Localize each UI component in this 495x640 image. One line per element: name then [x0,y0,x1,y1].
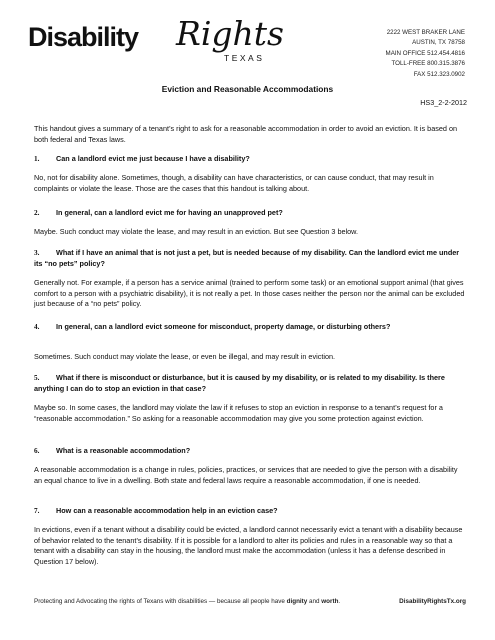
footer-tagline [34,598,340,605]
question-number: 2. [34,209,40,217]
question-5 [34,373,466,394]
question-4 [34,322,466,333]
address-line: 2222 WEST BRAKER LANE [386,29,465,36]
answer-5: Maybe so. In some cases, the landlord may violate the law if it refuses to stop an eviction in response to a tenant’s request for a “reasonable accommodation.” So asking for a reasonable accommodation may give you some protection against eviction. [34,403,443,423]
question-text: In general, can a landlord evict someone for misconduct, property damage, or disturbing others? [56,322,391,331]
question-text: What is a reasonable accommodation? [56,446,191,455]
toll-free-phone: TOLL-FREE 800.315.3876 [391,60,465,68]
disability-rights-logo [28,10,288,65]
intro-paragraph: This handout gives a summary of a tenant’s right to ask for a reasonable accommodation in order to avoid an eviction. It is based on both federal and Texas laws. [34,124,458,144]
question-text: In general, can a landlord evict me for having an unapproved pet? [56,208,283,217]
question-number: 3. [34,249,40,257]
question-6 [34,446,466,457]
question-text: What if I have an animal that is not just a pet, but is needed because of my disability. Can the landlord evict me under its “no pets” policy? [34,248,460,268]
logo-word-disability: Disability [28,22,139,52]
contact-block [386,28,465,80]
question-1 [34,154,466,165]
tagline-start: Protecting and Advocating the rights of Texans with disabilities — because all people have [34,598,287,605]
question-number: 5. [34,374,40,382]
tagline-end: . [338,598,341,605]
question-text: Can a landlord evict me just because I have a disability? [56,154,250,163]
answer-4: Sometimes. Such conduct may violate the lease, or even be illegal, and may result in eviction. [34,352,336,361]
question-number: 7. [34,507,40,515]
city-line: AUSTIN, TX 78758 [412,39,465,47]
question-text: What if there is misconduct or disturbance, but it is caused by my disability, or is related to my disability. Is there anything I can do to stop an eviction in that case? [34,373,445,393]
logo-word-rights: Rights [176,14,284,53]
question-number: 6. [34,447,40,455]
question-number: 4. [34,323,40,331]
tagline-dignity: dignity [286,598,308,605]
answer-6: A reasonable accommodation is a change in rules, policies, practices, or services that are needed to give the person with a disability an equal chance to live in a dwelling. Both state and federal laws require a reasonable accommodation, if one is needed. [34,465,458,485]
tagline-worth: worth [321,598,339,605]
question-3 [34,248,466,269]
answer-3: Generally not. For example, if a person has a service animal (trained to perform some task) or an emotional support animal (that gives comfort to a person with a psychiatric disability), it is not really a pet. In those cases neither the person nor the animal can be excluded just because of a “no pets” policy. [34,278,465,309]
tagline-and: and [307,598,322,605]
main-office-phone: MAIN OFFICE 512.454.4816 [385,49,465,57]
answer-2: Maybe. Such conduct may violate the lease, and may result in an eviction. But see Question 3 below. [34,227,359,236]
logo-texas: TEXAS [224,53,265,63]
answer-1: No, not for disability alone. Sometimes, though, a disability can have characteristics, or can cause conduct, that may result in complaints or violate the lease. Those are the cases that this handout is talking about. [34,173,434,193]
question-text: How can a reasonable accommodation help in an eviction case? [56,506,278,515]
question-7 [34,506,466,517]
fax-number: FAX 512.323.0902 [413,70,465,78]
document-title: Eviction and Reasonable Accommodations [161,84,334,94]
footer-website-link[interactable]: DisabilityRightsTx.org [399,598,466,605]
document-id: HS3_2-2-2012 [420,98,467,107]
question-2 [34,208,466,219]
answer-7: In evictions, even if a tenant without a disability could be evicted, a landlord cannot necessarily evict a tenant with a disability because of behavior related to the tenant’s disability. If it is possible for a landlord to alter its policies and rules in a reasonable way so that a tenant with a disability can stay in the housing, the landlord must make the accommodation (unless it has a defense described in Question 17 below). [34,525,463,566]
question-number: 1. [34,155,40,163]
